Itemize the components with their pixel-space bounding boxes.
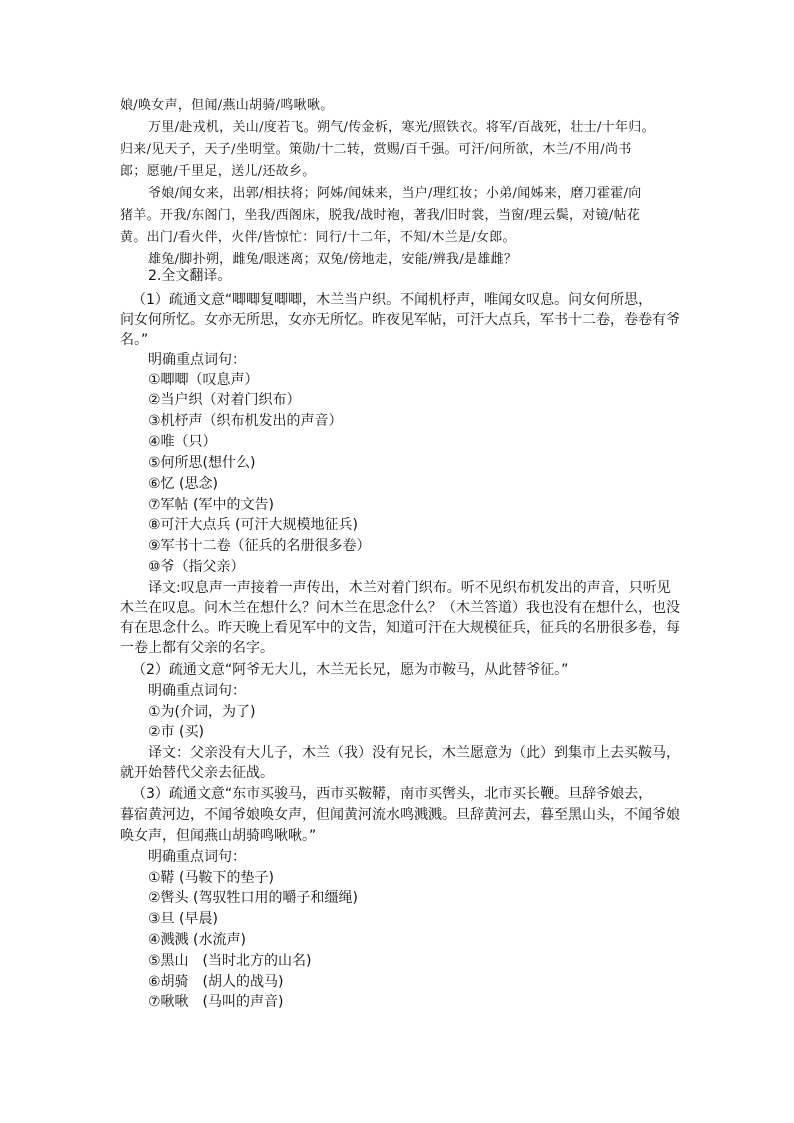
list-item: ③机杼声（织布机发出的声音）	[148, 413, 343, 429]
poem-line: 黄。出门/看火伴，火伴/皆惊忙：同行/十二年，不知/木兰是/女郎。	[120, 230, 516, 245]
translation-line: 译文:叹息声一声接着一声传出，木兰对着门织布。听不见织布机发出的声音，只听见	[148, 580, 671, 596]
poem-line: 爷娘/闻女来，出郭/相扶将；阿姊/闻妹来，当户/理红妆；小弟/闻姊来，磨刀霍霍/向	[148, 186, 642, 201]
paragraph-line: （3）疏通文意“东市买骏马，西市买鞍鞯，南市买辔头，北市买长鞭。旦辞爷娘去，	[132, 786, 653, 802]
poem-line: 娘/唤女声，但闻/燕山胡骑/鸣啾啾。	[120, 98, 334, 113]
translation-line: 一卷上都有父亲的名字。	[120, 640, 274, 656]
translation-line: 译文：父亲没有大儿子，木兰（我）没有兄长，木兰愿意为（此）到集市上去买鞍马，	[148, 745, 680, 761]
paragraph-line: （2）疏通文意“阿爷无大儿，木兰无长兄，愿为市鞍马，从此替爷征。”	[132, 662, 569, 678]
list-item: ②市 (买)	[148, 724, 204, 740]
key-words-label: 明确重点词句：	[148, 683, 246, 699]
list-item: ⑥忆 (思念)	[148, 476, 218, 492]
poem-line: 郎；愿驰/千里足，送儿/还故乡。	[120, 164, 316, 179]
paragraph-line: 暮宿黄河边，不闻爷娘唤女声，但闻黄河流水鸣溅溅。旦辞黄河去，暮至黑山头，不闻爷娘	[120, 807, 680, 823]
paragraph-line: 名。”	[120, 332, 149, 348]
list-item: ①唧唧（叹息声）	[148, 372, 259, 388]
key-words-label: 明确重点词句：	[148, 352, 246, 368]
list-item: ②辔头 (驾驭牲口用的嚼子和缰绳)	[148, 890, 358, 906]
poem-line: 猪羊。开我/东阁门，坐我/西阁床，脱我/战时袍，著我/旧时裳，当窗/理云鬓，对镜/帖花	[120, 208, 641, 223]
paragraph-line: 问女何所忆。女亦无所思，女亦无所忆。昨夜见军帖，可汗大点兵，军书十二卷，卷卷有爷	[120, 312, 680, 328]
list-item: ⑤黑山 (当时北方的山名)	[148, 953, 312, 969]
list-item: ④溅溅 (水流声)	[148, 932, 246, 948]
list-item: ⑦啾啾 (马叫的声音)	[148, 994, 284, 1010]
list-item: ⑦军帖 (军中的文告)	[148, 497, 274, 513]
list-item: ④唯（只）	[148, 434, 217, 450]
section-heading: 2.全文翻译。	[148, 268, 232, 284]
poem-line: 归来/见天子，天子/坐明堂。策勋/十二转，赏赐/百千强。可汗/问所欲，木兰/不用/尚书	[120, 142, 632, 157]
list-item: ②当户织（对着门织布）	[148, 392, 301, 408]
translation-line: 木兰在叹息。问木兰在想什么？问木兰在思念什么？（木兰答道）我也没有在想什么，也没	[120, 600, 680, 616]
list-item: ①鞯 (马鞍下的垫子)	[148, 870, 274, 886]
list-item: ③旦 (早晨)	[148, 911, 218, 927]
poem-line: 万里/赴戎机，关山/度若飞。朔气/传金柝，寒光/照铁衣。将军/百战死，壮士/十年归。	[148, 120, 655, 135]
list-item: ①为(介词，为了)	[148, 704, 256, 720]
paragraph-line: （1）疏通文意“唧唧复唧唧，木兰当户织。不闻机杼声，唯闻女叹息。问女何所思，	[132, 292, 653, 308]
paragraph-line: 唤女声，但闻燕山胡骑鸣啾啾。”	[120, 828, 317, 844]
poem-line: 雄兔/脚扑朔，雌兔/眼迷离；双兔/傍地走，安能/辨我/是雄雌？	[148, 252, 518, 267]
list-item: ⑥胡骑 (胡人的战马)	[148, 974, 284, 990]
list-item: ⑤何所思(想什么)	[148, 455, 256, 471]
key-words-label: 明确重点词句：	[148, 849, 246, 865]
translation-line: 就开始替代父亲去征战。	[120, 765, 274, 781]
translation-line: 有在思念什么。昨天晚上看见军中的文告，知道可汗在大规模征兵，征兵的名册很多卷，每	[120, 620, 680, 636]
list-item: ⑨军书十二卷（征兵的名册很多卷）	[148, 538, 371, 554]
list-item: ⑩爷（指父亲）	[148, 559, 245, 575]
list-item: ⑧可汗大点兵 (可汗大规模地征兵)	[148, 517, 358, 533]
